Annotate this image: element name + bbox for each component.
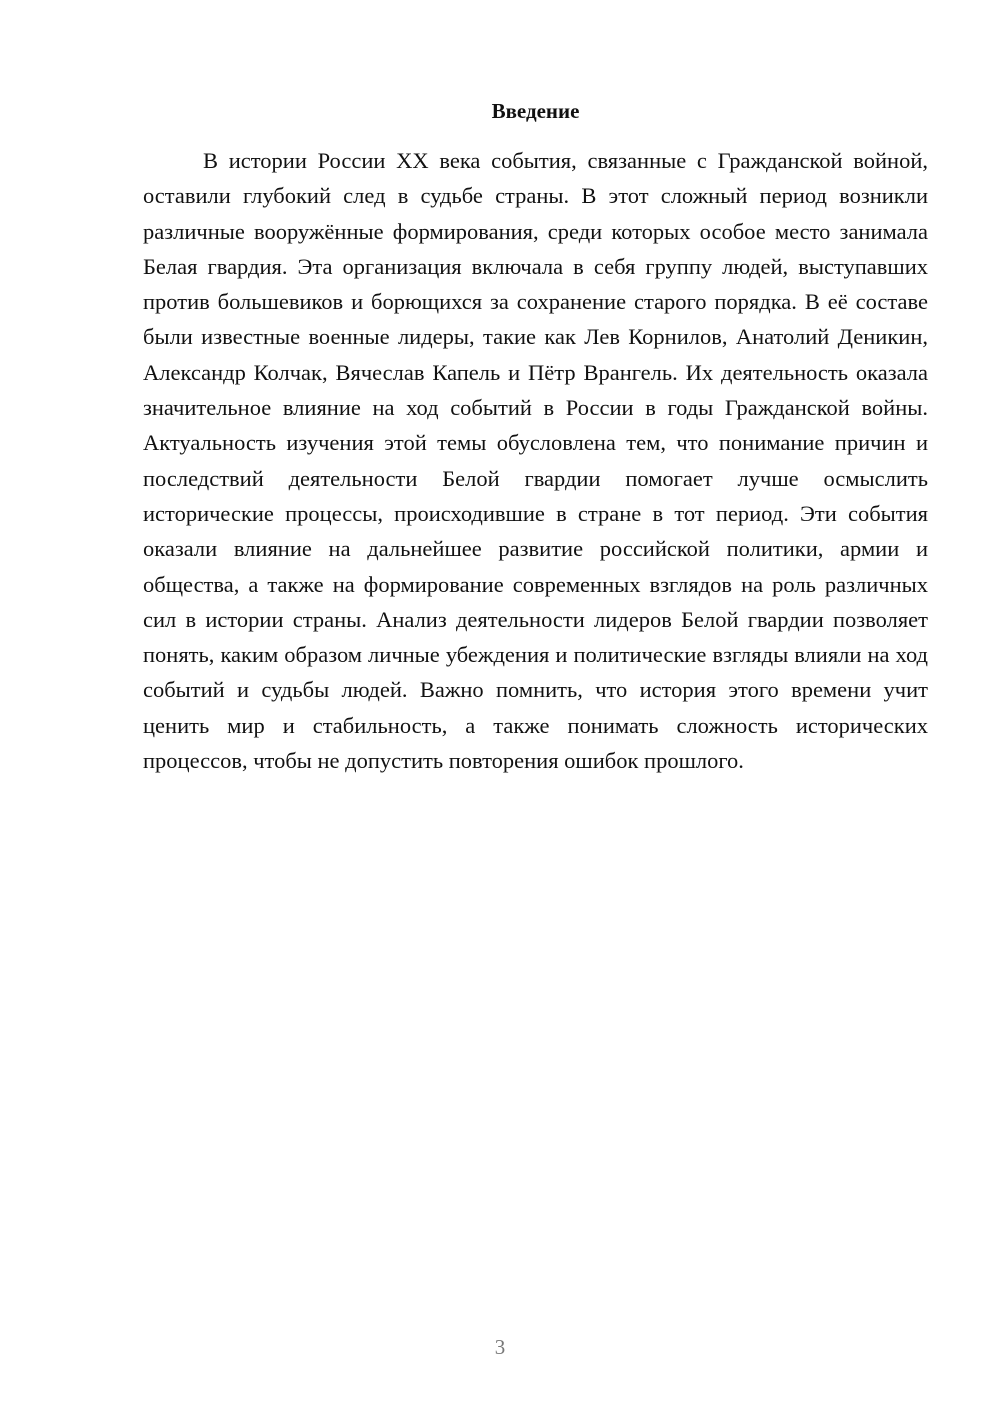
section-heading: Введение xyxy=(491,99,580,123)
body-paragraph: В истории России XX века события, связанные с Гражданской войной, оставили глубокий след в судьбе страны. В этот сложный период возникли различные вооружённые формирования, среди которых особое место занимала Белая гвардия. Эта организация включала в себя группу людей, выступавших против большевиков и борющихся за сохранение старого порядка. В её составе были известные военные лидеры, такие как Лев Корнилов, Анатолий Деникин, Александр Колчак, Вячеслав Капель и Пётр Врангель. Их деятельность оказала значительное влияние на ход событий в России в годы Гражданской войны. Актуальность изучения этой темы обусловлена тем, что понимание причин и последствий деятельности Белой гвардии помогает лучше осмыслить исторические процессы, происходившие в стране в тот период. Эти события оказали влияние на дальнейшее развитие российской политики, армии и общества, а также на формирование современных взглядов на роль различных сил в истории страны. Анализ деятельности лидеров Белой гвардии позволяет понять, каким образом личные убеждения и политические взгляды влияли на ход событий и судьбы людей. Важно помнить, что история этого времени учит ценить мир и стабильность, а также понимать сложность исторических процессов, чтобы не допустить повторения ошибок прошлого. xyxy=(143,148,928,774)
page-number: 3 xyxy=(494,1335,506,1359)
